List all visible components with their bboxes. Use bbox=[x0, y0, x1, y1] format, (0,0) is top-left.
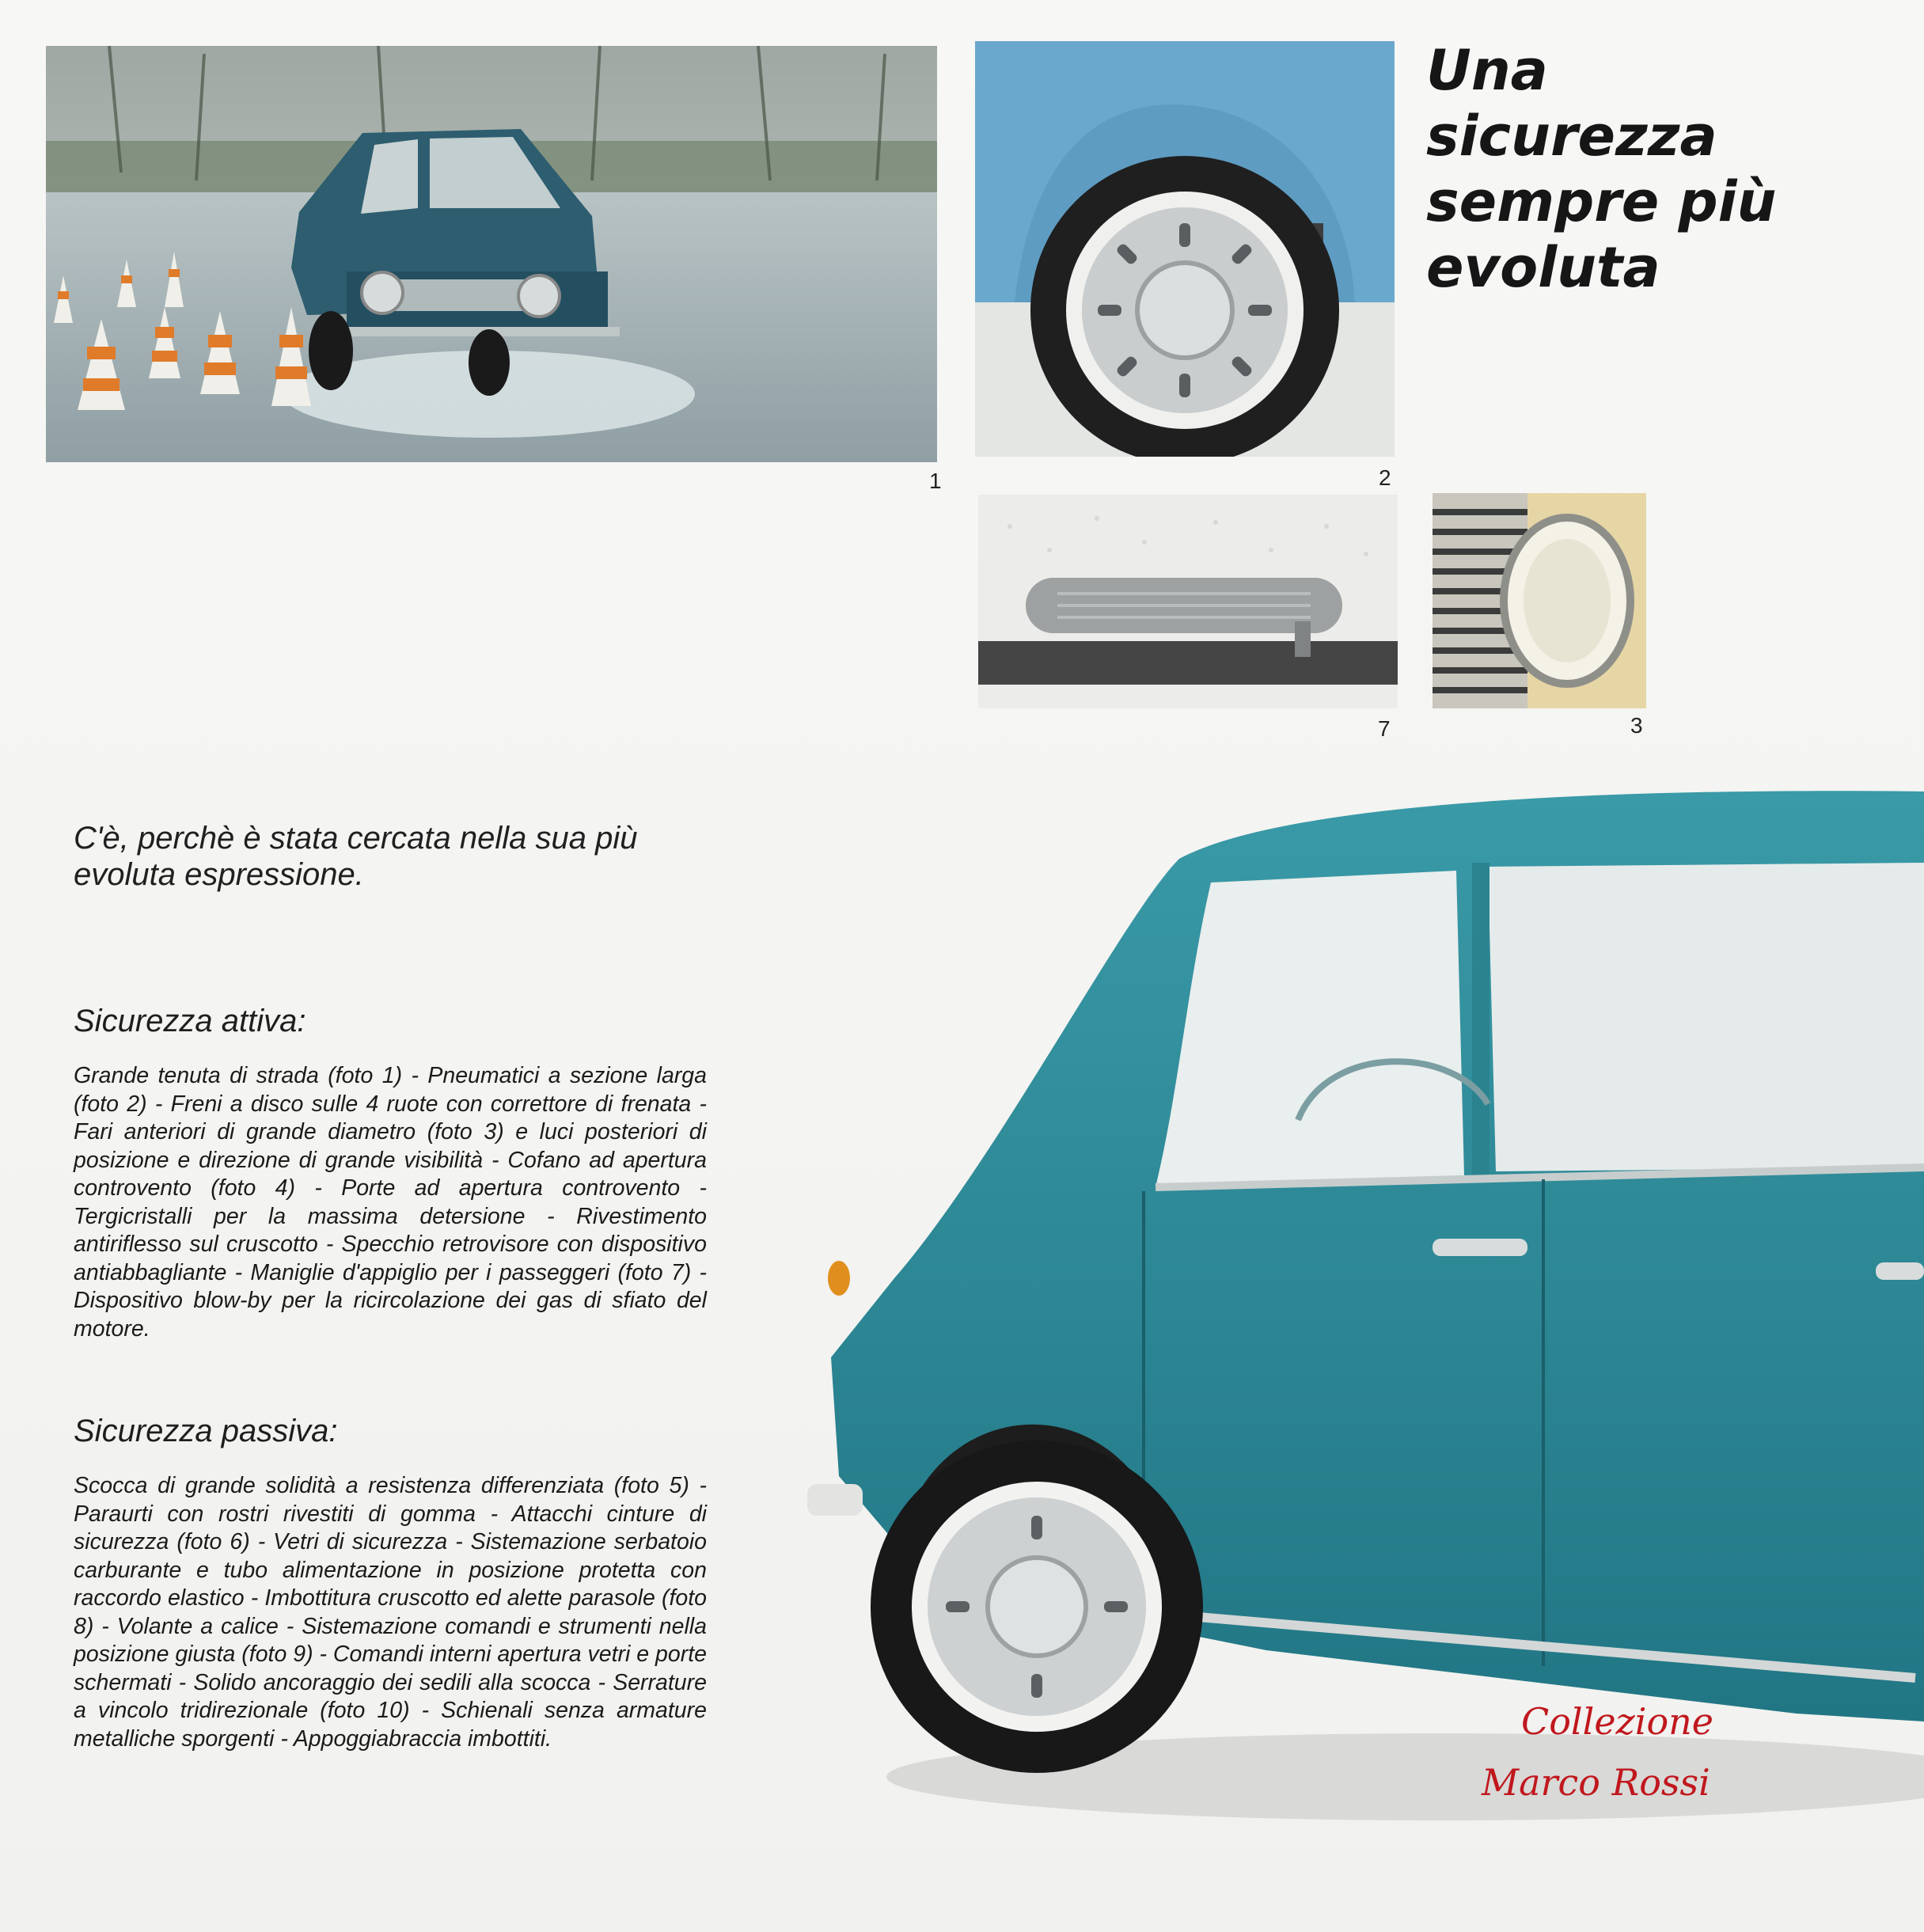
headline-line-2: sicurezza bbox=[1426, 104, 1717, 169]
photo-wheel bbox=[975, 41, 1395, 457]
active-safety-text: Grande tenuta di strada (foto 1) - Pneumatici a sezione larga (foto 2) - Freni a disco sulle 4 ruote con correttore di frenata - Fari anteriori di grande diametro (foto 3) e luci posteriori di posizione e direzione di grande visibilità - Cofano ad apertura controvento (foto 4) - Porte ad apertura controvento - Tergicristalli per la massima detersione - Rivestimento antiriflesso sul cruscotto - Specchio retrovisore con dispositivo antiabbagliante - Maniglie d'appiglio per i passeggeri (foto 7) - Dispositivo blow-by per la ricircolazione dei gas di sfiato del motore. bbox=[74, 1063, 707, 1342]
photo-number-1: 1 bbox=[929, 469, 942, 493]
photo-grab-handle bbox=[978, 495, 1398, 708]
photo-car-side bbox=[807, 788, 1924, 1840]
photo-headlight bbox=[1433, 493, 1646, 708]
headline-line-3: sempre più bbox=[1426, 169, 1777, 234]
headline bbox=[1426, 38, 1869, 301]
intro-text: C'è, perchè è stata cercata nella sua più evoluta espressione. bbox=[74, 821, 638, 892]
photo-number-3: 3 bbox=[1630, 713, 1643, 738]
photo-car-wet-track bbox=[46, 46, 937, 462]
active-safety-heading: Sicurezza attiva: bbox=[74, 1004, 306, 1038]
collection-watermark-line-2: Marco Rossi bbox=[1482, 1761, 1710, 1804]
photo-number-2: 2 bbox=[1379, 465, 1391, 490]
passive-safety-heading: Sicurezza passiva: bbox=[74, 1414, 338, 1448]
passive-safety-text: Scocca di grande solidità a resistenza differenziata (foto 5) - Paraurti con rostri rivestiti di gomma - Attacchi cinture di sicurezza (foto 6) - Vetri di sicurezza - Sistemazione serbatoio carburante e tubo alimentazione in posizione protetta con raccordo elastico - Imbottitura cruscotto ed alette parasole (foto 8) - Volante a calice - Sistemazione comandi e strumenti nella posizione giusta (foto 9) - Comandi interni apertura vetri e porte schermati - Solido ancoraggio dei sedili alla scocca - Serrature a vincolo tridirezionale (foto 10) - Schienali senza armature metalliche sporgenti - Appoggiabraccia imbottiti. bbox=[74, 1473, 707, 1752]
collection-watermark-line-1: Collezione bbox=[1521, 1700, 1714, 1743]
photo-number-7: 7 bbox=[1378, 716, 1391, 741]
headline-line-1: Una bbox=[1426, 38, 1548, 103]
headline-line-4: evoluta bbox=[1426, 235, 1660, 300]
